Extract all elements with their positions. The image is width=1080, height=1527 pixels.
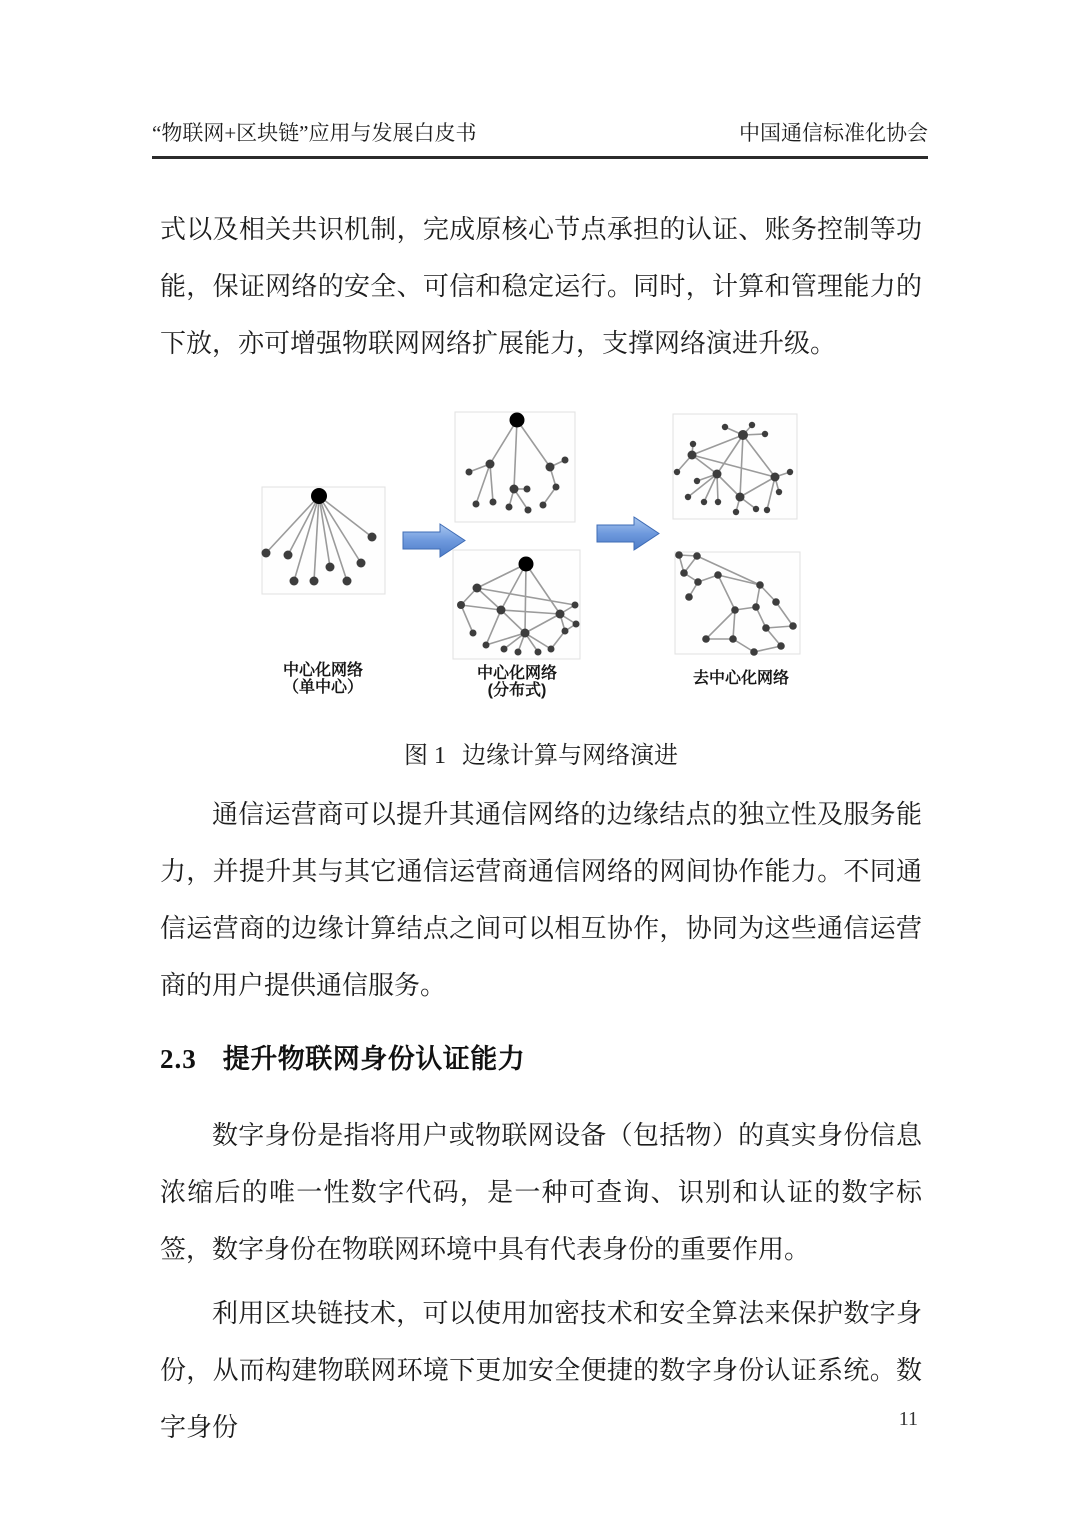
- body-paragraph-1: 式以及相关共识机制，完成原核心节点承担的认证、账务控制等功能，保证网络的安全、可信和稳定运行。同时，计算和管理能力的下放，亦可增强物联网网络扩展能力，支撑网络演进升级。: [160, 215, 922, 358]
- header-left-title: “物联网+区块链”应用与发展白皮书: [152, 121, 477, 145]
- header-right-title: 中国通信标准化协会: [739, 121, 928, 145]
- body-paragraph-4: 利用区块链技术，可以使用加密技术和安全算法来保护数字身份，从而构建物联网环境下更加安全便捷的数字身份认证系统。数字身份: [160, 1299, 922, 1442]
- network-evolution-graphic: [160, 400, 922, 710]
- page-number: 11: [898, 1408, 918, 1430]
- section-title: 提升物联网身份认证能力: [222, 1044, 526, 1074]
- decentralized-network-diagram-bottom: [675, 551, 800, 656]
- distributed-network-diagram: [453, 550, 580, 659]
- centralized-network-diagram: [262, 487, 386, 594]
- tree-network-diagram: [455, 412, 575, 522]
- section-heading: [160, 1041, 922, 1077]
- decentralized-network-diagram-top: [673, 414, 797, 519]
- figure-network-evolution: [160, 400, 922, 710]
- section-number: 2.3: [160, 1044, 197, 1074]
- body-paragraph-2: 通信运营商可以提升其通信网络的边缘结点的独立性及服务能力，并提升其与其它通信运营商通信网络的网间协作能力。不同通信运营商的边缘计算结点之间可以相互协作，协同为这些通信运营商的用户提供通信服务。: [160, 800, 922, 1000]
- figure-caption-number: 图 1: [404, 743, 446, 769]
- diagram-label-decentralized: 去中心化网络: [692, 670, 790, 687]
- right-arrow-icon: [597, 517, 659, 550]
- diagram-label-centralized-single: 中心化网络 （单中心）: [282, 662, 364, 696]
- page-header: [152, 120, 928, 159]
- figure-caption-text: 边缘计算与网络演进: [462, 743, 678, 769]
- body-paragraph-3: 数字身份是指将用户或物联网设备（包括物）的真实身份信息浓缩后的唯一性数字代码，是一种可查询、识别和认证的数字标签，数字身份在物联网环境中具有代表身份的重要作用。: [160, 1121, 922, 1264]
- diagram-label-centralized-distributed: 中心化网络 (分布式): [476, 665, 558, 699]
- figure-caption: [160, 740, 922, 772]
